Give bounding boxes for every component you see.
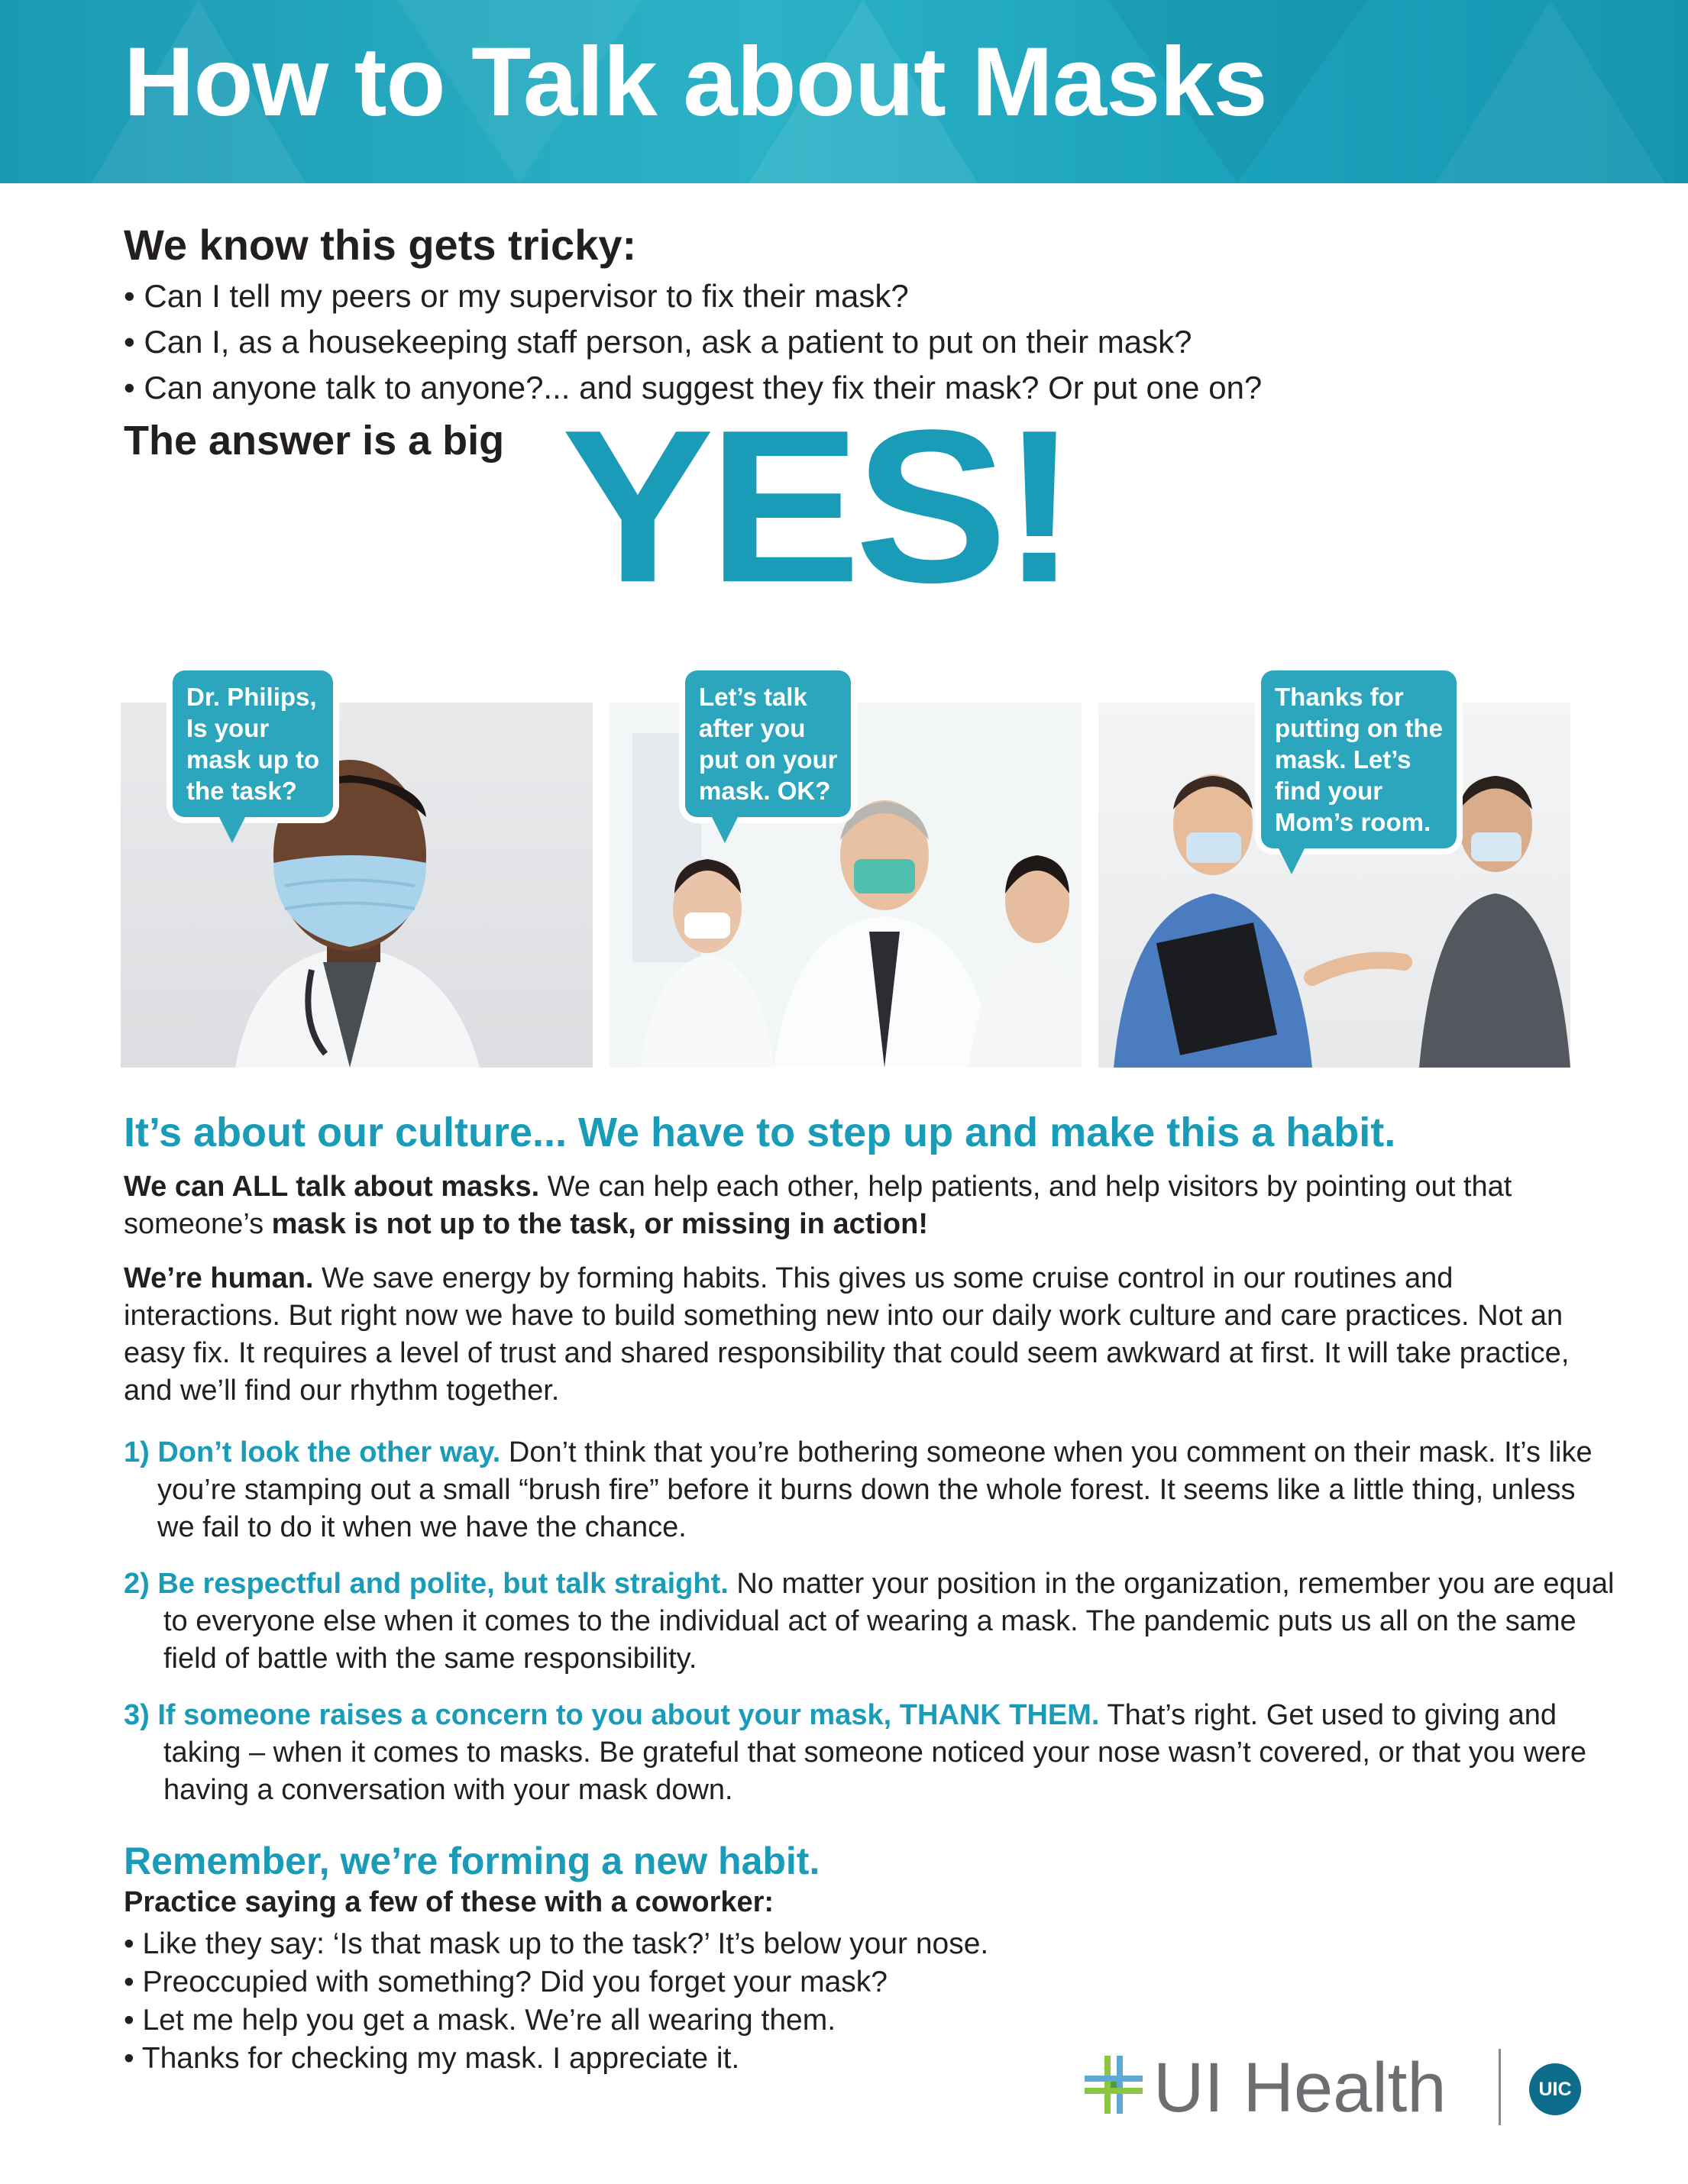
intro-question: • Can I tell my peers or my supervisor to fix their mask? — [124, 278, 909, 314]
bubble-tail — [711, 816, 739, 843]
bubble-line: mask. Let’s — [1275, 745, 1412, 774]
culture-p1-bold2: mask is not up to the task, or missing in action! — [271, 1208, 929, 1240]
answer-lead: The answer is a big — [124, 418, 505, 464]
culture-p1-text: We can help each other, help patients, and help visitors by pointing out that someone’s — [124, 1171, 1512, 1240]
intro-question: • Can I, as a housekeeping staff person, ask a patient to put on their mask? — [124, 324, 1192, 360]
tip-text: No matter your position in the organization, remember you are equal to everyone else when it comes to the individual act of wearing a mask. The pandemic puts us all on the same field of battle with the same responsibility. — [163, 1568, 1615, 1675]
tip-text: That’s right. Get used to giving and taking – when it comes to masks. Be grateful that someone noticed your nose wasn’t covered, or that you were having a conversation with your mask down. — [163, 1699, 1586, 1806]
header-banner — [0, 0, 1688, 183]
tip-1 — [124, 1434, 1609, 1546]
bubble-line: the task? — [186, 777, 297, 805]
culture-heading: It’s about our culture... We have to step up and make this a habit. — [124, 1110, 1396, 1155]
bubble-line: Let’s talk — [699, 683, 807, 711]
bubble-line: after you — [699, 714, 806, 742]
culture-p1-bold: We can ALL talk about masks. — [124, 1171, 540, 1203]
bubble-line: Is your — [186, 714, 270, 742]
bubble-line: Dr. Philips, — [186, 683, 317, 711]
intro-heading: We know this gets tricky: — [124, 221, 637, 269]
speech-bubble-team — [685, 670, 851, 817]
bubble-line: putting on the — [1275, 714, 1443, 742]
culture-paragraph-1 — [124, 1168, 1575, 1243]
bubble-line: find your — [1275, 777, 1383, 805]
ui-health-logo-text: UI Health — [1153, 2049, 1447, 2127]
tip-lead: 1) Don’t look the other way. — [124, 1436, 501, 1468]
tip-lead: 3) If someone raises a concern to you about your mask, THANK THEM. — [124, 1699, 1100, 1731]
tip-text: Don’t think that you’re bothering someone when you comment on their mask. It’s like you’re stamping out a small “brush fire” before it burns down the whole forest. It seems like a little thing, unless we fail to do it when we have the chance. — [157, 1436, 1593, 1543]
speech-bubble-visitor — [1261, 670, 1457, 848]
practice-phrase: • Preoccupied with something? Did you forget your mask? — [124, 1966, 888, 1998]
tip-3 — [124, 1697, 1615, 1809]
practice-phrase: • Thanks for checking my mask. I appreciate it. — [124, 2042, 740, 2075]
culture-paragraph-2 — [124, 1260, 1575, 1410]
tip-2 — [124, 1565, 1615, 1678]
page-title: How to Talk about Masks — [124, 27, 1267, 137]
practice-phrase: • Let me help you get a mask. We’re all wearing them. — [124, 2004, 836, 2037]
logo-divider — [1499, 2049, 1501, 2125]
culture-p2-text: We save energy by forming habits. This gives us some cruise control in our routines and interactions. But right now we have to build something new into our daily work culture and care practices. Not an easy fix. It requires a level of trust and shared responsibility that could seem awkward at first. It will take practice, and we’ll find our rhythm together. — [124, 1262, 1570, 1407]
bubble-tail — [218, 816, 246, 843]
bubble-tail — [1278, 847, 1305, 874]
intro-question: • Can anyone talk to anyone?... and suggest they fix their mask? Or put one on? — [124, 370, 1263, 405]
bubble-line: put on your — [699, 745, 838, 774]
remember-subheading: Practice saying a few of these with a coworker: — [124, 1886, 774, 1918]
answer-yes: YES! — [561, 383, 1072, 628]
speech-bubble-doctor — [173, 670, 333, 817]
bubble-line: Mom’s room. — [1275, 808, 1431, 836]
bubble-line: Thanks for — [1275, 683, 1404, 711]
culture-p2-bold: We’re human. — [124, 1262, 314, 1294]
practice-phrase: • Like they say: ‘Is that mask up to the task?’ It’s below your nose. — [124, 1927, 989, 1960]
remember-heading: Remember, we’re forming a new habit. — [124, 1840, 820, 1882]
ui-health-cross-icon — [1085, 2056, 1143, 2114]
uic-badge: UIC — [1529, 2063, 1581, 2115]
bubble-line: mask up to — [186, 745, 320, 774]
tip-lead: 2) Be respectful and polite, but talk straight. — [124, 1568, 729, 1600]
bubble-line: mask. OK? — [699, 777, 831, 805]
